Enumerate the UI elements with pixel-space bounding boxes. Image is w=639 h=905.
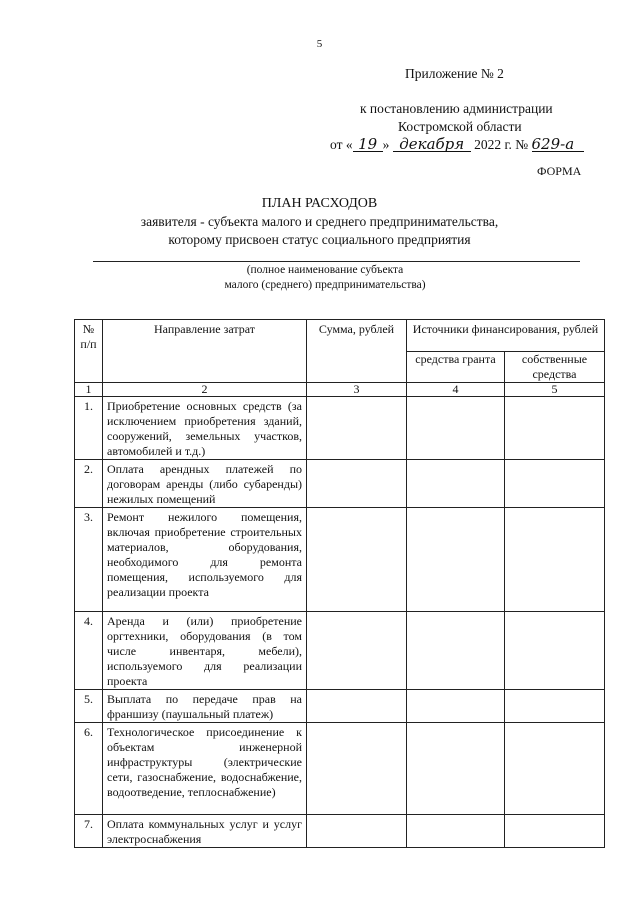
decree-number: 629-а bbox=[532, 137, 584, 152]
entity-caption-line-1: (полное наименование субъекта bbox=[246, 264, 404, 276]
row-description: Оплата коммунальных услуг и услуг электроснабжения bbox=[103, 815, 307, 848]
own-funds-cell bbox=[505, 815, 605, 848]
sum-cell bbox=[307, 397, 407, 460]
appendix-label: Приложение № 2 bbox=[405, 66, 504, 81]
decree-line-2: Костромской области bbox=[398, 119, 522, 134]
own-funds-cell bbox=[505, 690, 605, 723]
row-number: 1. bbox=[75, 397, 103, 460]
header-direction: Направление затрат bbox=[103, 320, 307, 383]
entity-caption-line-2: малого (среднего) предпринимательства) bbox=[224, 279, 426, 291]
sum-cell bbox=[307, 460, 407, 508]
sum-cell bbox=[307, 508, 407, 612]
sum-cell bbox=[307, 612, 407, 690]
own-funds-cell bbox=[505, 397, 605, 460]
row-description: Технологическое присоединение к объектам инженерной инфраструктуры (электрические сети, газоснабжение, водоснабжение, водоотведение, теплоснабжение) bbox=[103, 723, 307, 815]
column-number: 1 bbox=[75, 383, 103, 397]
column-number: 5 bbox=[505, 383, 605, 397]
grant-cell bbox=[407, 815, 505, 848]
header-sum: Сумма, рублей bbox=[307, 320, 407, 383]
table-row bbox=[75, 508, 605, 612]
row-number: 6. bbox=[75, 723, 103, 815]
row-description: Оплата арендных платежей по договорам аренды (либо субаренды) нежилых помещений bbox=[103, 460, 307, 508]
table-row bbox=[75, 690, 605, 723]
table-row bbox=[75, 723, 605, 815]
header-sources: Источники финансирования, рублей bbox=[407, 320, 605, 352]
column-number: 3 bbox=[307, 383, 407, 397]
column-number: 4 bbox=[407, 383, 505, 397]
sum-cell bbox=[307, 815, 407, 848]
row-description: Аренда и (или) приобретение оргтехники, оборудования (в том числе инвентаря, мебели), используемого для реализации проекта bbox=[103, 612, 307, 690]
grant-cell bbox=[407, 460, 505, 508]
page-number: 5 bbox=[316, 38, 323, 50]
header-grant: средства гранта bbox=[407, 352, 505, 383]
grant-cell bbox=[407, 723, 505, 815]
row-description: Приобретение основных средств (за исключением приобретения зданий, сооружений, земельных участков, автомобилей и т.д.) bbox=[103, 397, 307, 460]
sum-cell bbox=[307, 723, 407, 815]
row-number: 4. bbox=[75, 612, 103, 690]
date-year: 2022 г. № bbox=[474, 137, 529, 152]
date-day: 19 bbox=[353, 137, 383, 152]
header-own: собственные средства bbox=[505, 352, 605, 383]
table-row bbox=[75, 460, 605, 508]
sum-cell bbox=[307, 690, 407, 723]
row-number: 7. bbox=[75, 815, 103, 848]
expense-plan-table bbox=[74, 319, 605, 848]
row-number: 5. bbox=[75, 690, 103, 723]
row-number: 3. bbox=[75, 508, 103, 612]
date-month: декабря bbox=[393, 137, 471, 152]
header-num: № п/п bbox=[75, 320, 103, 383]
own-funds-cell bbox=[505, 612, 605, 690]
table-row bbox=[75, 397, 605, 460]
row-number: 2. bbox=[75, 460, 103, 508]
document-subtitle-line-2: которому присвоен статус социального предприятия bbox=[168, 232, 471, 247]
document-subtitle-line-1: заявителя - субъекта малого и среднего предпринимательства, bbox=[140, 214, 499, 229]
own-funds-cell bbox=[505, 723, 605, 815]
grant-cell bbox=[407, 690, 505, 723]
date-mid: » bbox=[382, 137, 390, 152]
row-description: Ремонт нежилого помещения, включая приобретение строительных материалов, оборудования, необходимого для ремонта помещения, используемого для реализации проекта bbox=[103, 508, 307, 612]
row-description: Выплата по передаче прав на франшизу (паушальный платеж) bbox=[103, 690, 307, 723]
entity-name-line bbox=[93, 261, 580, 262]
table-row bbox=[75, 815, 605, 848]
form-label: ФОРМА bbox=[537, 164, 582, 178]
grant-cell bbox=[407, 508, 505, 612]
decree-date-line bbox=[330, 137, 584, 153]
own-funds-cell bbox=[505, 508, 605, 612]
grant-cell bbox=[407, 612, 505, 690]
document-title: ПЛАН РАСХОДОВ bbox=[261, 196, 378, 211]
column-number: 2 bbox=[103, 383, 307, 397]
own-funds-cell bbox=[505, 460, 605, 508]
decree-line-1: к постановлению администрации bbox=[360, 101, 553, 116]
table-row bbox=[75, 612, 605, 690]
grant-cell bbox=[407, 397, 505, 460]
date-prefix: от « bbox=[330, 137, 353, 152]
